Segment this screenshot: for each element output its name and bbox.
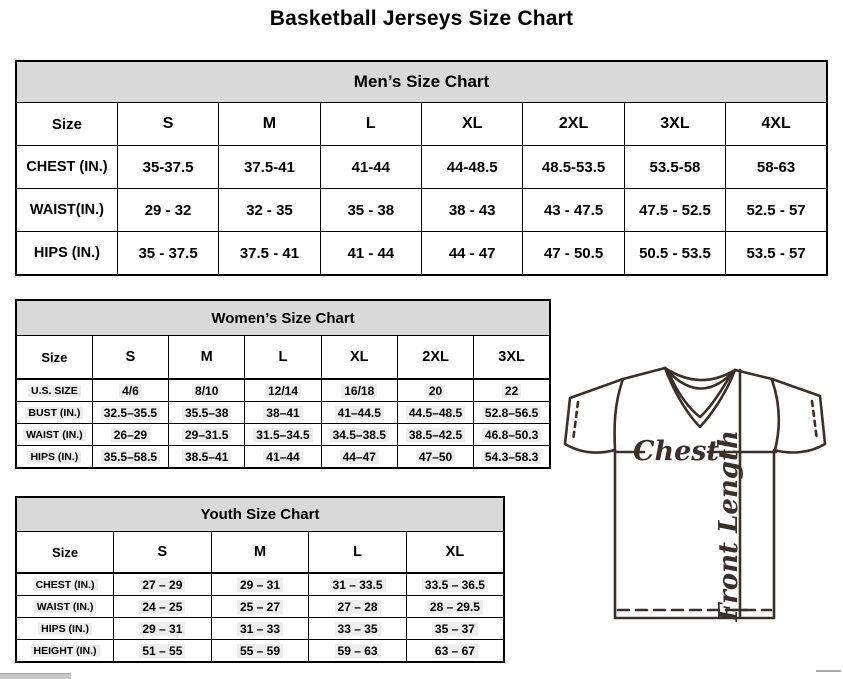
left-armhole-seam: [615, 379, 623, 450]
size-value-cell: 44–47: [321, 446, 397, 469]
size-table: [15, 299, 551, 469]
table-row: [16, 146, 827, 189]
size-value-cell: 47.5 - 52.5: [624, 189, 725, 232]
column-header: XL: [321, 336, 397, 380]
row-label: HIPS (IN.): [16, 618, 114, 640]
size-value-cell: 16/18: [321, 379, 397, 402]
size-value-cell: 20: [397, 379, 473, 402]
column-header: L: [320, 103, 421, 146]
size-value-cell: 38–41: [245, 402, 321, 424]
youth-size-table: [15, 496, 505, 663]
jersey-measurement-diagram: [560, 364, 832, 622]
table-row: [16, 402, 550, 424]
size-value-cell: 37.5 - 41: [219, 232, 320, 276]
size-value-cell: 55 – 59: [211, 640, 309, 663]
row-label: BUST (IN.): [16, 402, 92, 424]
size-value-cell: 38.5–41: [169, 446, 245, 469]
table-row: [16, 379, 550, 402]
size-value-cell: 44 - 47: [422, 232, 523, 276]
table-title: Youth Size Chart: [16, 497, 504, 532]
column-header: M: [169, 336, 245, 380]
size-value-cell: 35 - 38: [320, 189, 421, 232]
size-value-cell: 27 – 28: [309, 596, 407, 618]
row-label: U.S. SIZE: [16, 379, 92, 402]
column-header: L: [309, 532, 407, 574]
size-value-cell: 37.5-41: [219, 146, 320, 189]
size-value-cell: 35.5–58.5: [92, 446, 168, 469]
size-value-cell: 33 – 35: [309, 618, 407, 640]
size-value-cell: 35 - 37.5: [117, 232, 218, 276]
size-value-cell: 28 – 29.5: [406, 596, 504, 618]
column-header: Size: [16, 103, 117, 146]
table-title: Women’s Size Chart: [16, 300, 550, 336]
chest-label: Chest: [633, 436, 719, 467]
size-value-cell: 51 – 55: [114, 640, 212, 663]
table-row: [16, 596, 504, 618]
size-value-cell: 4/6: [92, 379, 168, 402]
size-value-cell: 33.5 – 36.5: [406, 573, 504, 596]
table-row: [16, 640, 504, 663]
row-label: WAIST (IN.): [16, 424, 92, 446]
right-cuff-dashed-line: [812, 401, 817, 440]
size-value-cell: 63 – 67: [406, 640, 504, 663]
size-value-cell: 35-37.5: [117, 146, 218, 189]
column-header: 4XL: [726, 103, 827, 146]
size-value-cell: 44.5–48.5: [397, 402, 473, 424]
column-header: M: [211, 532, 309, 574]
column-header: 3XL: [474, 336, 550, 380]
column-header: Size: [16, 532, 114, 574]
column-header: S: [117, 103, 218, 146]
size-value-cell: 22: [474, 379, 550, 402]
table-row: [16, 424, 550, 446]
column-header: S: [114, 532, 212, 574]
size-value-cell: 44-48.5: [422, 146, 523, 189]
size-value-cell: 43 - 47.5: [523, 189, 624, 232]
size-value-cell: 58-63: [726, 146, 827, 189]
size-value-cell: 47 - 50.5: [523, 232, 624, 276]
left-cuff-dashed-line: [573, 402, 578, 441]
size-value-cell: 47–50: [397, 446, 473, 469]
size-table: [15, 60, 828, 276]
table-row: [16, 189, 827, 232]
size-value-cell: 41-44: [320, 146, 421, 189]
size-value-cell: 24 – 25: [114, 596, 212, 618]
jersey-outline: [565, 368, 825, 618]
size-value-cell: 38 - 43: [422, 189, 523, 232]
row-label: HEIGHT (IN.): [16, 640, 114, 663]
size-value-cell: 31.5–34.5: [245, 424, 321, 446]
table-title: Men’s Size Chart: [16, 61, 827, 103]
size-value-cell: 48.5-53.5: [523, 146, 624, 189]
size-value-cell: 50.5 - 53.5: [624, 232, 725, 276]
size-value-cell: 32.5–35.5: [92, 402, 168, 424]
size-value-cell: 25 – 27: [211, 596, 309, 618]
column-header: 2XL: [397, 336, 473, 380]
size-value-cell: 53.5 - 57: [726, 232, 827, 276]
size-value-cell: 53.5-58: [624, 146, 725, 189]
front-length-label: Front Length: [714, 430, 744, 622]
size-value-cell: 29 – 31: [114, 618, 212, 640]
scrollbar-fragment-right[interactable]: [816, 670, 841, 672]
row-label: WAIST (IN.): [16, 596, 114, 618]
size-value-cell: 54.3–58.3: [474, 446, 550, 469]
size-value-cell: 29 - 32: [117, 189, 218, 232]
jersey-diagram-svg: [560, 364, 832, 622]
size-value-cell: 12/14: [245, 379, 321, 402]
column-header: M: [219, 103, 320, 146]
column-header: XL: [406, 532, 504, 574]
size-value-cell: 27 – 29: [114, 573, 212, 596]
table-row: [16, 573, 504, 596]
page-title: Basketball Jerseys Size Chart: [269, 7, 574, 30]
row-label: WAIST(IN.): [16, 189, 117, 232]
column-header: Size: [16, 336, 92, 380]
row-label: CHEST (IN.): [16, 573, 114, 596]
mens-size-table: [15, 60, 828, 276]
size-value-cell: 41 - 44: [320, 232, 421, 276]
size-value-cell: 35 – 37: [406, 618, 504, 640]
size-value-cell: 38.5–42.5: [397, 424, 473, 446]
table-row: [16, 618, 504, 640]
size-table: [15, 496, 505, 663]
row-label: HIPS (IN.): [16, 232, 117, 276]
size-value-cell: 8/10: [169, 379, 245, 402]
size-value-cell: 52.5 - 57: [726, 189, 827, 232]
column-header: 2XL: [523, 103, 624, 146]
row-label: CHEST (IN.): [16, 146, 117, 189]
table-row: [16, 232, 827, 276]
size-value-cell: 31 – 33: [211, 618, 309, 640]
column-header: S: [92, 336, 168, 380]
womens-size-table: [15, 299, 551, 469]
size-value-cell: 46.8–50.3: [474, 424, 550, 446]
size-value-cell: 41–44.5: [321, 402, 397, 424]
size-value-cell: 41–44: [245, 446, 321, 469]
size-value-cell: 32 - 35: [219, 189, 320, 232]
size-value-cell: 31 – 33.5: [309, 573, 407, 596]
size-value-cell: 35.5–38: [169, 402, 245, 424]
column-header: L: [245, 336, 321, 380]
size-value-cell: 34.5–38.5: [321, 424, 397, 446]
column-header: XL: [422, 103, 523, 146]
size-value-cell: 52.8–56.5: [474, 402, 550, 424]
size-value-cell: 59 – 63: [309, 640, 407, 663]
row-label: HIPS (IN.): [16, 446, 92, 469]
right-armhole-seam: [772, 380, 779, 450]
scrollbar-fragment-left[interactable]: [0, 673, 71, 679]
table-row: [16, 446, 550, 469]
size-value-cell: 29–31.5: [169, 424, 245, 446]
size-value-cell: 29 – 31: [211, 573, 309, 596]
size-value-cell: 26–29: [92, 424, 168, 446]
column-header: 3XL: [624, 103, 725, 146]
